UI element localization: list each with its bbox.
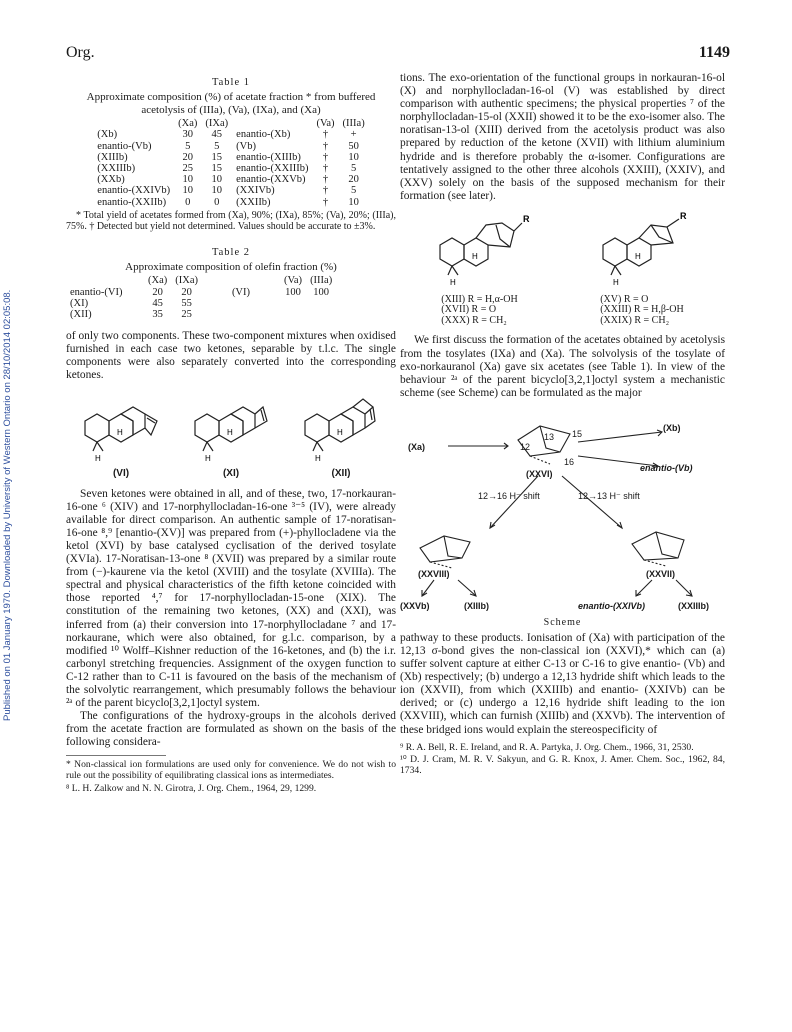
table-header-cell (202, 275, 280, 286)
table-header-cell: (IIIa) (310, 275, 333, 287)
scheme-shift-left: 12→16 H⁻ shift (478, 490, 540, 501)
table-header-cell: (IXa) (205, 118, 229, 130)
table-cell: enantio-(XIIIb) (236, 151, 301, 163)
scheme-title: Scheme (543, 616, 582, 628)
scheme-num: 12 (520, 441, 531, 452)
table-row (93, 174, 368, 185)
footnote-divider (66, 755, 166, 756)
table-cell: 15 (211, 162, 223, 174)
table-header-row (93, 118, 368, 129)
caption-line: (XV) R = O (600, 293, 649, 305)
svg-text:R: R (679, 210, 687, 221)
table-cell: 25 (182, 162, 194, 174)
table-cell: 10 (211, 174, 223, 186)
structure-vi (75, 391, 167, 480)
caption-line: (XXIX) R = CH₂ (600, 314, 670, 326)
table2-description: Approximate composition of olefin fraction (%) (125, 260, 337, 273)
structure-xii (295, 391, 387, 480)
scheme-num: 15 (572, 428, 583, 439)
table-cell: 10 (211, 185, 223, 197)
page-number: 1149 (698, 44, 730, 61)
table-cell: enantio-(VI) (70, 286, 123, 298)
table-cell: 10 (182, 185, 194, 197)
table-row (66, 298, 336, 309)
svg-text:H: H (472, 251, 479, 261)
table-cell: 5 (185, 140, 191, 152)
table-header-cell: (Xa) (148, 275, 168, 287)
table-cell: 30 (182, 129, 194, 141)
table-cell: (VI) (231, 286, 251, 298)
table-cell: enantio-(XXIVb) (97, 185, 171, 197)
structure-xv (589, 209, 699, 291)
scheme-label-xxviii: (XXVIII) (418, 568, 450, 579)
structure-label: (XII) (331, 467, 351, 479)
table-cell: 10 (348, 151, 359, 163)
structure-caption (600, 295, 684, 327)
table-row (66, 287, 336, 298)
journal-name: Org. (66, 44, 95, 61)
molecule-drawing (295, 391, 387, 469)
paragraph: tions. The exo-orientation of the functional groups in norkauran-16-ol (X) and norphyllocladan-16-ol (V) was established by direct comparison with authentic specimens; the physical properties ⁷ of the norphyllocladan-15-ol (XXII) showed it to be the exo-isomer also. The noratisan-13-ol (XIII) derived from the acetolysis product was also prepared by reduction of the ketone (XVII) with lithium aluminium hydride and is therefore probably the α-isomer. Configurations are tentatively assigned to the other three alcohols (XXIII), (XXIV), and (XXV) solely on the basis of the supposed mechanism for their formation (see later). (400, 72, 725, 202)
table1-note: * Total yield of acetates formed from (Xa), 90%; (IXa), 85%; (Va), 20%; (IIIa), 75%. † Detected but yield not determined. Values should be accurate to ±3%. (66, 209, 396, 232)
scheme-label-xxiiib: (XXIIIb) (678, 600, 709, 611)
table-row (66, 309, 336, 320)
caption-line: (XIII) R = H,α-OH (441, 293, 518, 305)
svg-text:H: H (315, 453, 321, 463)
footnote: * Non-classical ion formulations are used only for convenience. We do not wish to rule out the possibility of equilibrating classical ions as intermediates. (66, 759, 396, 782)
right-column (400, 72, 725, 776)
table-header-cell: (IXa) (175, 275, 198, 287)
table-cell: 100 (313, 286, 330, 298)
table-cell: (XXb) (97, 174, 125, 186)
table-row (93, 197, 368, 208)
table-cell (202, 309, 280, 320)
paragraph: We first discuss the formation of the acetates obtained by acetolysis from the tosylates (IXa) and (Xa). The solvolysis of the tosylate of exo-norkauranol (Xa) gave six acetates (see Table 1). In view of the behaviour ²ᵃ of the parent bicyclo[3,2,1]octyl system a mechanistic scheme (see Scheme) can be formulated as the major (400, 334, 725, 399)
table-cell (202, 298, 280, 309)
molecule-drawing (589, 209, 699, 291)
structure-xiii (426, 209, 536, 291)
table-cell: 55 (181, 297, 192, 309)
table-cell: enantio-(XXIIIb) (236, 162, 309, 174)
svg-text:H: H (95, 453, 101, 463)
scheme-shift-right: 12→13 H⁻ shift (578, 490, 640, 501)
table-cell: (Xb) (97, 129, 118, 141)
structure-captions (400, 295, 725, 327)
table-cell: enantio-(Xb) (236, 129, 291, 141)
table-cell: † (322, 140, 329, 152)
scheme-label-xxivb: enantio-(XXIVb) (578, 600, 645, 611)
table-cell: † (322, 151, 329, 163)
table-row (93, 141, 368, 152)
table2-caption: Table 2 (211, 246, 251, 258)
table-cell: † (322, 196, 329, 208)
scheme-label-vb: enantio-(Vb) (640, 462, 693, 473)
scheme-label-xa: (Xa) (408, 441, 426, 452)
download-notice[interactable]: Published on 01 January 1970. Downloaded by University of Western Ontario on 28/10/2014 02:05:08. (2, 289, 13, 721)
table-cell: 50 (348, 140, 359, 152)
structure-label: (XI) (222, 467, 240, 479)
table-cell: 35 (152, 308, 163, 320)
table2 (66, 275, 336, 320)
table-row (93, 185, 368, 196)
left-column (66, 72, 396, 794)
table-header-cell: (Xa) (178, 118, 198, 130)
table-header-cell (66, 275, 144, 286)
structure-xi (185, 391, 277, 480)
table-header-cell (232, 118, 312, 129)
table-cell: + (350, 129, 357, 141)
table-row (93, 163, 368, 174)
molecule-drawing (185, 391, 277, 469)
scheme-num: 13 (544, 431, 555, 442)
scheme-label-xxvii: (XXVII) (646, 568, 676, 579)
svg-text:H: H (205, 453, 211, 463)
paragraph: pathway to these products. Ionisation of (Xa) with participation of the 12,13 σ-bond gives the non-classical ion (XXVI),* which can (a) suffer solvent capture at either C-13 or C-16 to give enantio- (Vb) and (Xb) respectively; (b) undergo a 12,13 hydride shift which leads to the ion (XXVII), from which (XXIIIb) and enantio- (XXIVb) can be derived; or (c) undergo a 12,16 hydride shift leading to the ion (XXVIII), which can furnish (XIIIb) and (XXVb). The intervention of these bridged ions would explain the stereospecificity of (400, 631, 725, 736)
table-cell: 20 (348, 174, 359, 186)
table-cell: 0 (214, 196, 220, 208)
table-header-cell: (Va) (316, 118, 335, 130)
paragraph: of only two components. These two-component mixtures when oxidised furnished in each case two ketones, separable by t.l.c. The single components were also separately converted into the corresponding ketones. (66, 330, 396, 382)
table-cell (306, 309, 336, 320)
reaction-scheme (400, 408, 725, 632)
table-cell: 20 (182, 151, 194, 163)
table1-caption: Table 1 (211, 77, 251, 88)
table-cell: † (322, 185, 329, 197)
scheme-label-xxvb: (XXVb) (400, 600, 430, 611)
table-cell: enantio-(Vb) (97, 140, 152, 152)
table-cell: 10 (182, 174, 194, 186)
footnote: ⁸ L. H. Zalkow and N. N. Girotra, J. Org. Chem., 1964, 29, 1299. (66, 782, 317, 794)
paragraph: The configurations of the hydroxy-groups in the alcohols derived from the acetate fraction are formulated as shown on the basis of the following considera- (66, 710, 396, 749)
table-cell: † (322, 174, 329, 186)
table-cell: 5 (351, 162, 357, 174)
molecule-drawing (75, 391, 167, 469)
svg-text:H: H (612, 277, 619, 287)
table-row (93, 152, 368, 163)
table-cell: (XXIIb) (236, 196, 271, 208)
caption-line: (XXIII) R = H,β-OH (600, 304, 684, 316)
table-cell: 25 (181, 308, 192, 320)
molecule-drawing (426, 209, 536, 291)
table-cell (280, 298, 306, 309)
table-cell: 15 (211, 151, 223, 163)
table-cell: 5 (214, 140, 220, 152)
table-header-cell (93, 118, 174, 129)
structure-row (400, 209, 725, 291)
table-cell: 45 (211, 129, 223, 141)
structure-label: (VI) (112, 467, 130, 479)
paragraph: Seven ketones were obtained in all, and of these, two, 17-norkauran-16-one ⁶ (XIV) and 17-norphyllocladan-16-one ³⁻⁵ (IV), were already available for direct comparison. An authentic sample of 17-noratisan-16-one ⁸,⁹ [enantio-(XV)] was prepared from (+)-phyllocladene via the ketol (XVI) by base catalysed cyclisation of the derived tosylate (XVIa). 17-Noratisan-13-one ⁸ (XVII) was prepared by a similar route from (−)-kaurene via the ketol (XVIII) and the tosylate (XVIIIa). The spectral and physical characteristics of the fifth ketone coincided with those reported ⁴,⁷ for 17-norphyllocladan-15-one (XIX). The constitution of the remaining two ketones, (XX) and (XXI), was inferred from (a) their conversion into 17-norphyllocladane ⁷ and 17-norkaurane, which were also obtained, for g.l.c. comparison, by a modified ¹⁰ Wolff–Kishner reduction of the 16-ketones, and (b) the i.r. carbonyl stretching frequencies. Assignment of the oxygen function to C-12 rather than to C-11 is favoured on the basis of the mechanism of the solvolytic rearrangement, which presumably follows the behaviour ²ᵃ of the parent bicyclo[3,2,1]octyl system. (66, 487, 396, 710)
table-cell: (XII) (70, 308, 92, 320)
table-cell: 5 (351, 185, 357, 197)
svg-text:H: H (634, 251, 641, 261)
svg-text:H: H (337, 427, 343, 437)
caption-line: (XXX) R = CH₂ (441, 314, 507, 326)
svg-text:H: H (450, 277, 457, 287)
table1 (93, 118, 368, 208)
scheme-label-xiiib: (XIIIb) (464, 600, 489, 611)
footnote: ¹⁰ D. J. Cram, M. R. V. Sakyun, and G. R. Knox, J. Amer. Chem. Soc., 1962, 84, 1734. (400, 754, 725, 776)
table-cell: 0 (185, 196, 191, 208)
table-cell: enantio-(XXVb) (236, 174, 306, 186)
table-header-row (66, 275, 336, 286)
table-cell: 20 (181, 286, 192, 298)
table-cell: enantio-(XXIIb) (97, 196, 167, 208)
svg-text:H: H (227, 427, 233, 437)
caption-line: (XVII) R = O (441, 304, 497, 316)
table-cell: 100 (285, 286, 301, 298)
scheme-label-xxvi: (XXVI) (526, 468, 553, 479)
table-header-cell: (Va) (283, 275, 303, 287)
scheme-drawing (400, 408, 725, 632)
scheme-label-xb: (Xb) (663, 422, 681, 433)
table-cell: † (322, 129, 329, 141)
scheme-num: 16 (564, 456, 575, 467)
svg-text:H: H (117, 427, 123, 437)
table-cell: (XI) (70, 297, 89, 309)
footnote: ⁹ R. A. Bell, R. E. Ireland, and R. A. Partyka, J. Org. Chem., 1966, 31, 2530. (400, 741, 694, 753)
structure-row (66, 391, 396, 480)
table-cell: (XIIIb) (97, 151, 128, 163)
table-cell: (Vb) (236, 140, 256, 152)
table-cell: 20 (152, 286, 163, 298)
structure-caption (441, 295, 517, 327)
table-cell: (XXIIIb) (97, 162, 136, 174)
table-cell: (XXIVb) (236, 185, 275, 197)
table-cell (306, 298, 336, 309)
table-row (93, 129, 368, 140)
table-cell: † (322, 162, 329, 174)
table1-description: Approximate composition (%) of acetate fraction * from buffered acetolysis of (IIIa), (Va), (IXa), and (Xa) (86, 91, 376, 116)
table-cell (280, 309, 306, 320)
table-cell: 10 (348, 196, 359, 208)
table-cell: 45 (152, 297, 163, 309)
svg-text:R: R (523, 213, 530, 224)
table-header-cell: (IIIa) (342, 118, 365, 130)
